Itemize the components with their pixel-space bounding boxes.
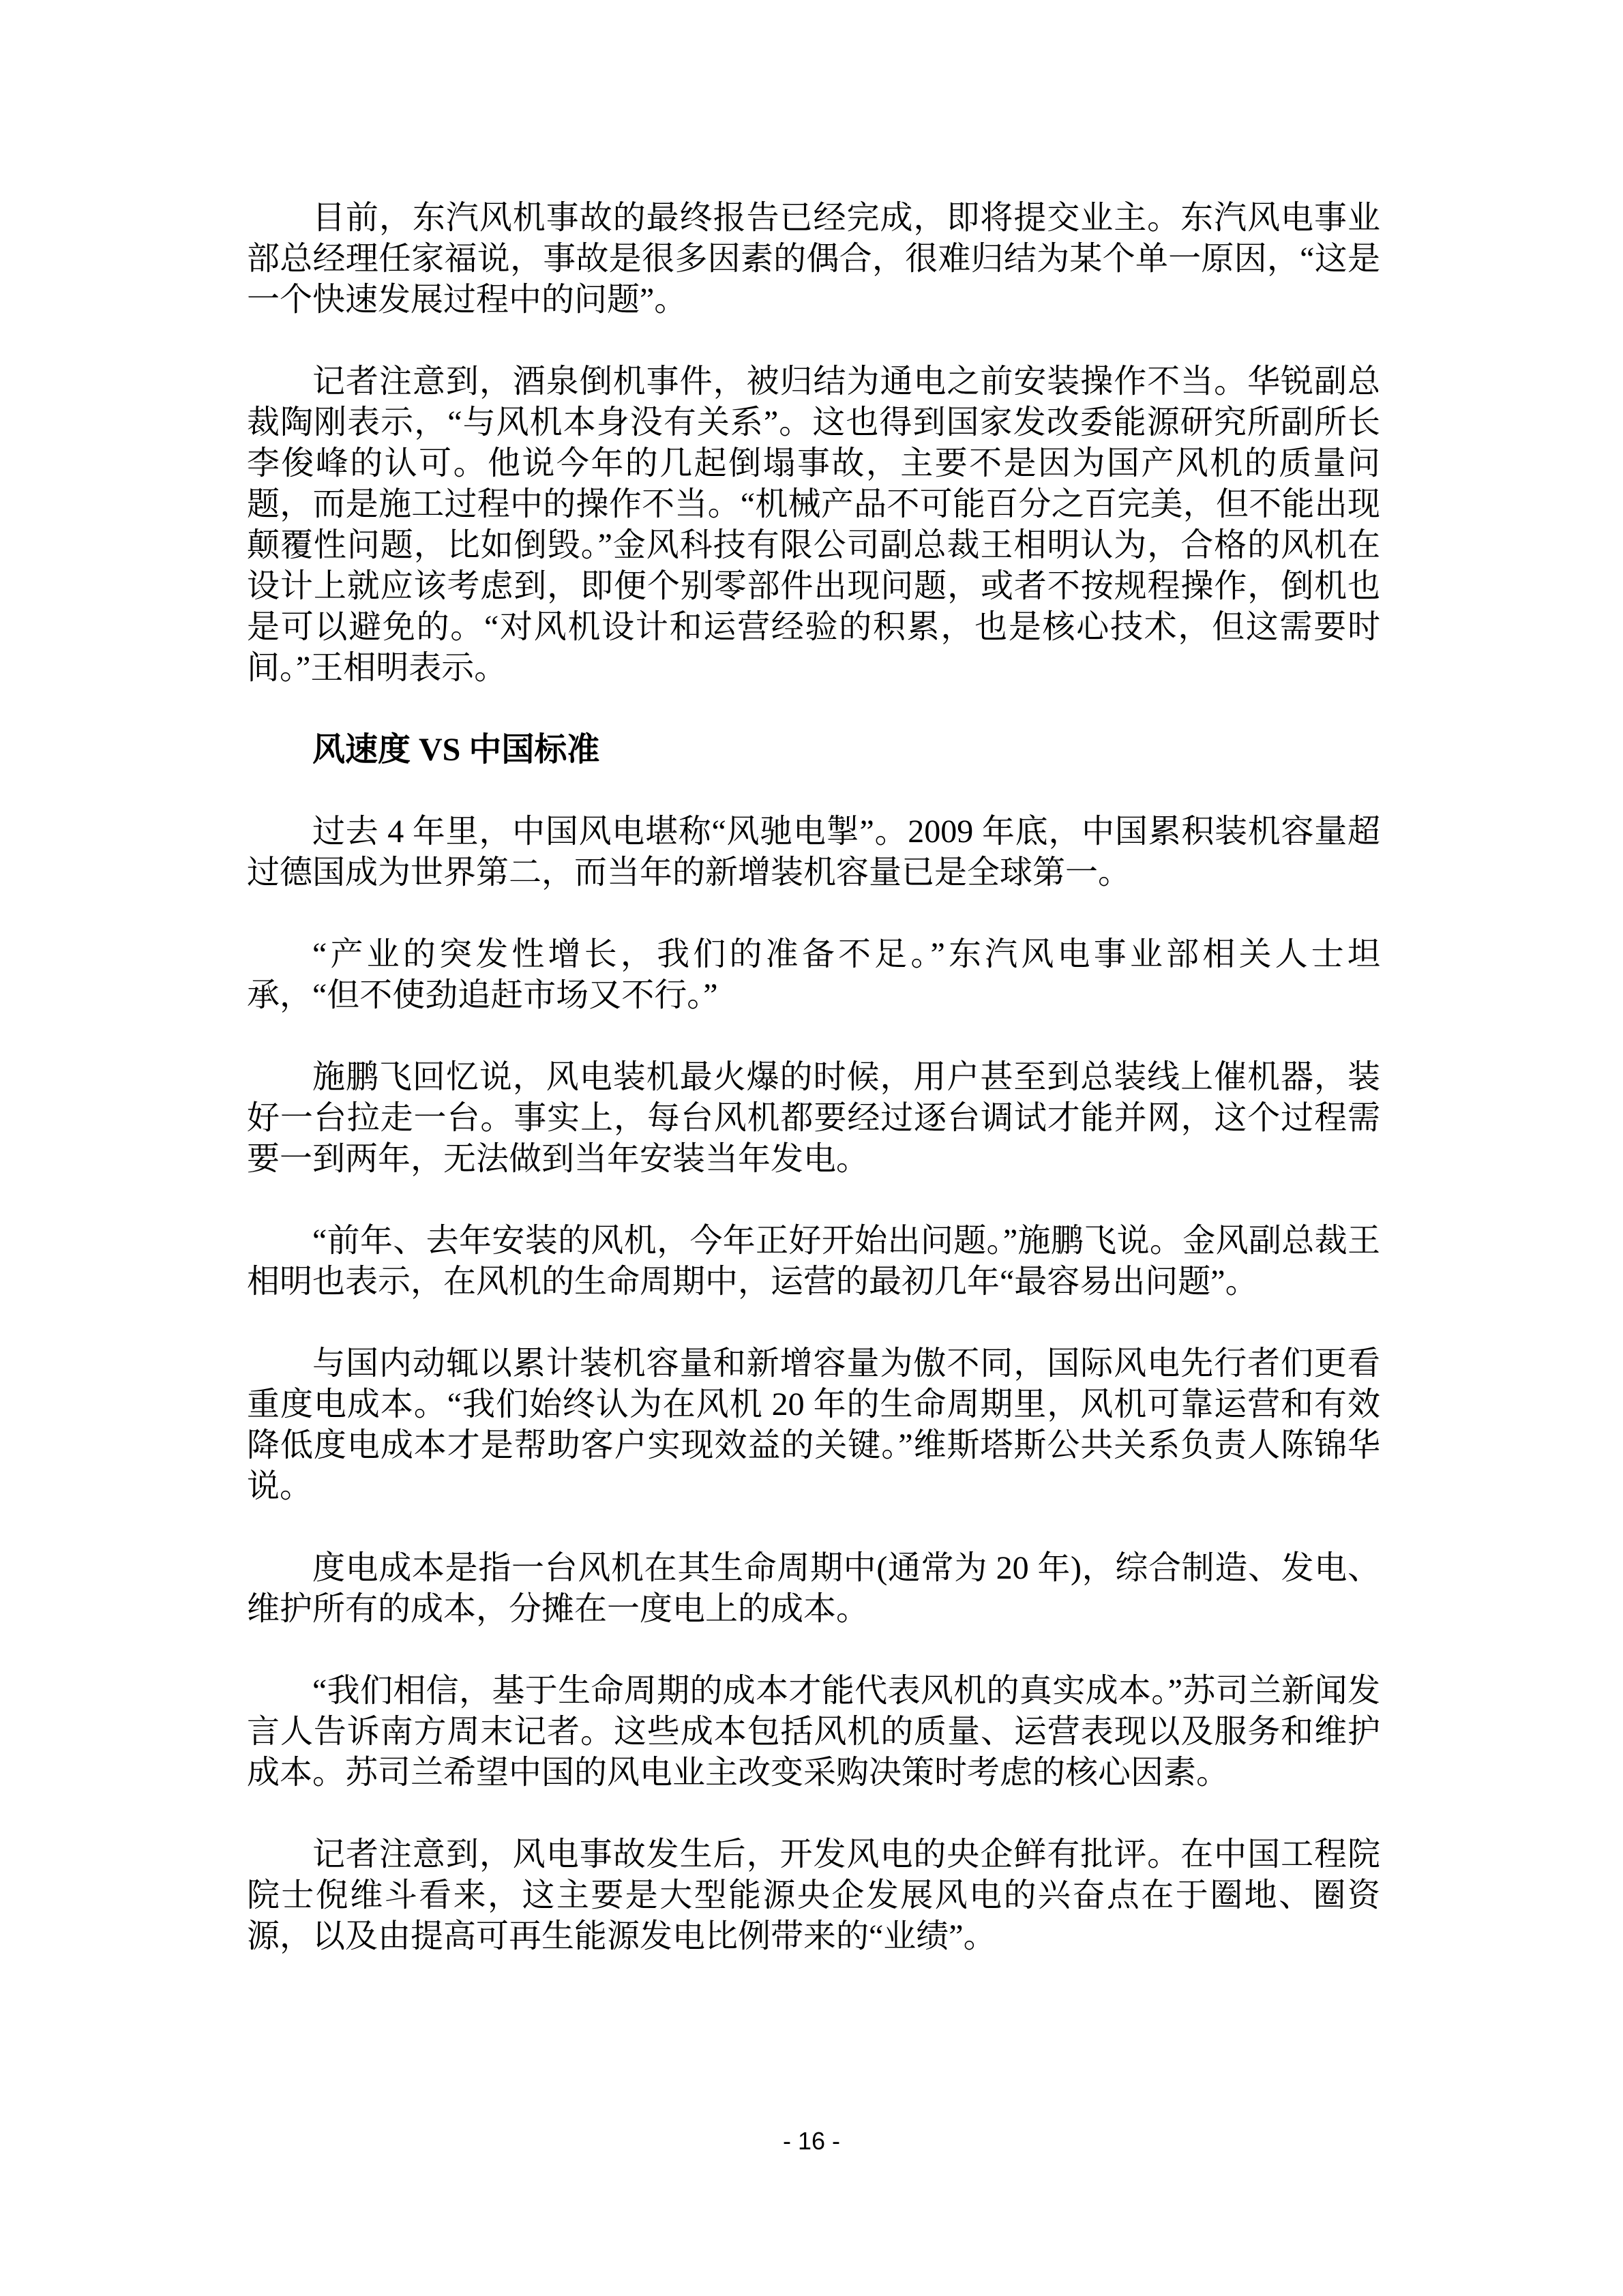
body-paragraph: 度电成本是指一台风机在其生命周期中(通常为 20 年)，综合制造、发电、维护所有的成本，分摊在一度电上的成本。 [247, 1550, 1380, 1627]
body-paragraph: 记者注意到，酒泉倒机事件，被归结为通电之前安装操作不当。华锐副总裁陶刚表示，“与风机本身没有关系”。这也得到国家发改委能源研究所副所长李俊峰的认可。他说今年的几起倒塌事故，主要不是因为国产风机的质量问题，而是施工过程中的操作不当。“机械产品不可能百分之百完美，但不能出现颠覆性问题，比如倒毁。”金风科技有限公司副总裁王相明认为，合格的风机在设计上就应该考虑到，即便个别零部件出现问题，或者不按规程操作，倒机也是可以避免的。“对风机设计和运营经验的积累，也是核心技术，但这需要时间。”王相明表示。 [247, 363, 1380, 686]
body-paragraph: 施鹏飞回忆说，风电装机最火爆的时候，用户甚至到总装线上催机器，装好一台拉走一台。事实上，每台风机都要经过逐台调试才能并网，这个过程需要一到两年，无法做到当年安装当年发电。 [247, 1059, 1380, 1177]
page-number: - 16 - [782, 2127, 841, 2155]
body-paragraph: 与国内动辄以累计装机容量和新增容量为傲不同，国际风电先行者们更看重度电成本。“我们始终认为在风机 20 年的生命周期里，风机可靠运营和有效降低度电成本才是帮助客户实现效益的关键。”维斯塔斯公共关系负责人陈锦华说。 [247, 1345, 1380, 1504]
body-paragraph: 记者注意到，风电事故发生后，开发风电的央企鲜有批评。在中国工程院院士倪维斗看来，这主要是大型能源央企发展风电的兴奋点在于圈地、圈资源，以及由提高可再生能源发电比例带来的“业绩”。 [247, 1836, 1380, 1954]
page-content [247, 198, 1380, 1998]
body-paragraph: “前年、去年安装的风机，今年正好开始出问题。”施鹏飞说。金风副总裁王相明也表示，在风机的生命周期中，运营的最初几年“最容易出问题”。 [247, 1223, 1380, 1300]
body-paragraph: 目前，东汽风机事故的最终报告已经完成，即将提交业主。东汽风电事业部总经理任家福说，事故是很多因素的偶合，很难归结为某个单一原因，“这是一个快速发展过程中的问题”。 [247, 200, 1380, 318]
body-paragraph: “产业的突发性增长，我们的准备不足。”东汽风电事业部相关人士坦承，“但不使劲追赶市场又不行。” [247, 936, 1380, 1013]
section-heading: 风速度 VS 中国标准 [312, 732, 600, 768]
body-paragraph: 过去 4 年里，中国风电堪称“风驰电掣”。2009 年底，中国累积装机容量超过德国成为世界第二，而当年的新增装机容量已是全球第一。 [247, 814, 1380, 891]
body-paragraph: “我们相信，基于生命周期的成本才能代表风机的真实成本。”苏司兰新闻发言人告诉南方周末记者。这些成本包括风机的质量、运营表现以及服务和维护成本。苏司兰希望中国的风电业主改变采购决策时考虑的核心因素。 [247, 1673, 1380, 1791]
